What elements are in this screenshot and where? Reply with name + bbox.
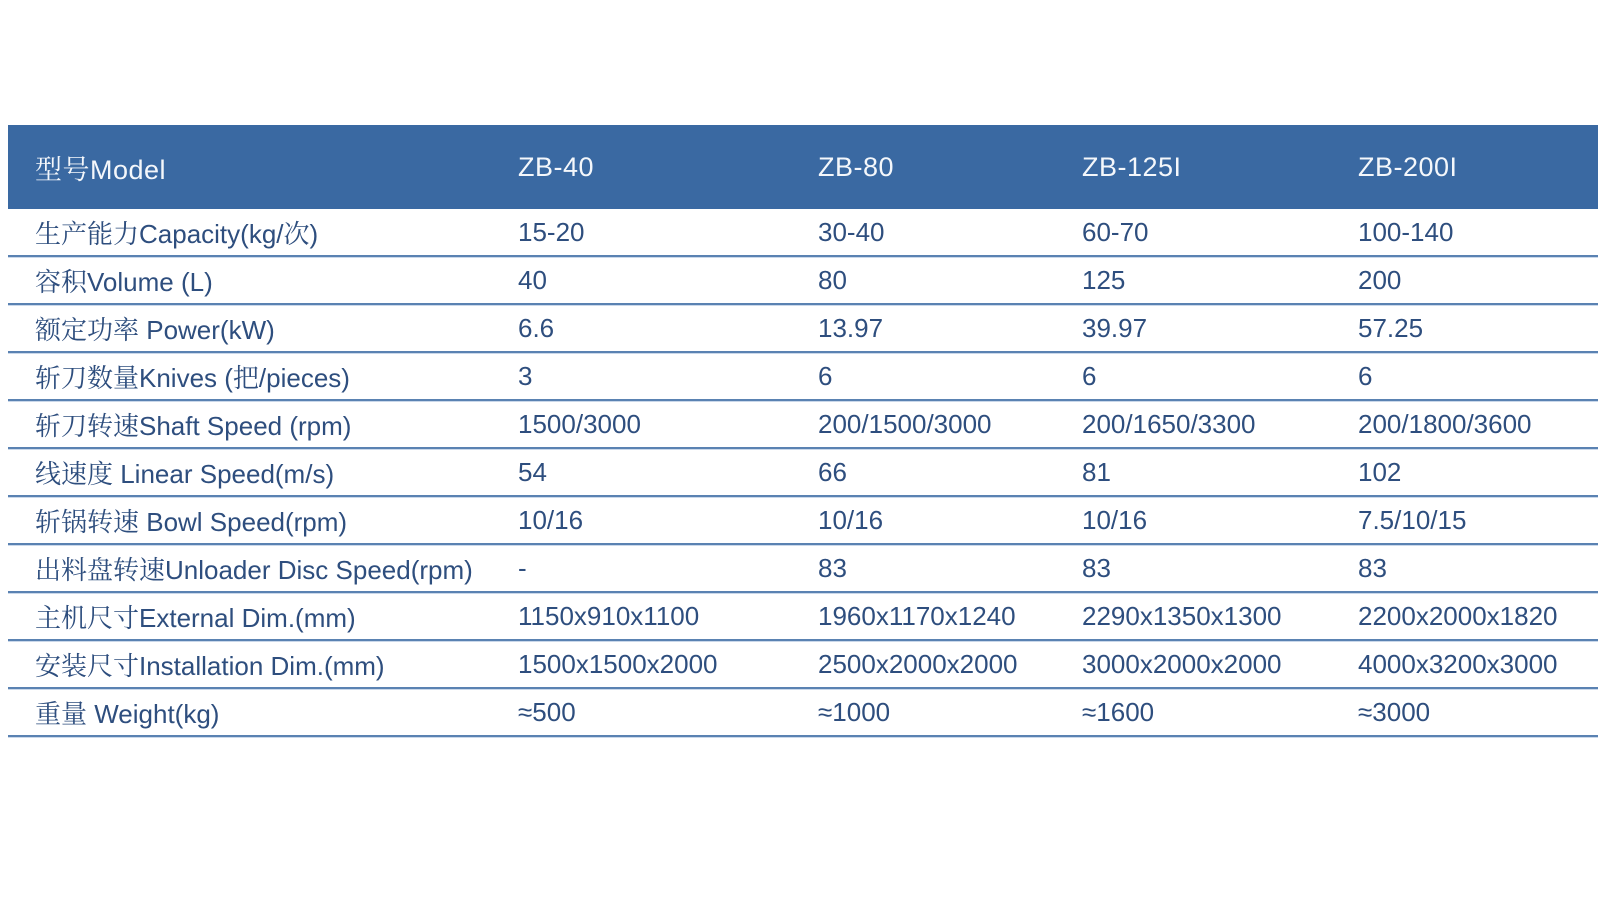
header-col-zb40: ZB-40 <box>518 151 595 182</box>
row-value-zb80: 80 <box>818 264 847 295</box>
row-value-zb200i: 2200x2000x1820 <box>1358 600 1558 631</box>
row-label: 重量 Weight(kg) <box>35 698 220 729</box>
row-label: 容积Volume (L) <box>35 266 213 297</box>
row-value-zb80: ≈1000 <box>818 696 891 727</box>
table-row <box>8 401 1598 449</box>
row-value-zb125i: 10/16 <box>1082 504 1148 535</box>
table-row <box>8 449 1598 497</box>
row-label: 额定功率 Power(kW) <box>35 314 275 345</box>
row-value-zb125i: 81 <box>1082 456 1111 487</box>
row-value-zb80: 2500x2000x2000 <box>818 648 1018 679</box>
header-col-zb125i: ZB-125I <box>1082 151 1182 182</box>
row-value-zb40: 1500x1500x2000 <box>518 648 718 679</box>
row-value-zb80: 66 <box>818 456 847 487</box>
row-value-zb40: 1150x910x1100 <box>518 600 700 631</box>
row-value-zb40: 54 <box>518 456 547 487</box>
row-value-zb125i: ≈1600 <box>1082 696 1155 727</box>
row-value-zb40: 6.6 <box>518 312 555 343</box>
table-row <box>8 593 1598 641</box>
table-row <box>8 641 1598 689</box>
row-label: 斩刀数量Knives (把/pieces) <box>35 362 350 393</box>
row-value-zb40: 15-20 <box>518 216 585 247</box>
row-label: 生产能力Capacity(kg/次) <box>35 218 319 249</box>
header-col-zb80: ZB-80 <box>818 151 895 182</box>
row-label: 斩刀转速Shaft Speed (rpm) <box>35 410 352 441</box>
row-value-zb125i: 6 <box>1082 360 1097 391</box>
table-row <box>8 353 1598 401</box>
row-value-zb80: 83 <box>818 552 847 583</box>
row-label: 安装尺寸Installation Dim.(mm) <box>35 650 385 681</box>
table-row <box>8 305 1598 353</box>
table-row <box>8 497 1598 545</box>
row-value-zb80: 200/1500/3000 <box>818 408 992 439</box>
spec-table <box>8 125 1598 737</box>
row-label: 主机尺寸External Dim.(mm) <box>35 602 356 633</box>
row-value-zb125i: 39.97 <box>1082 312 1148 343</box>
row-value-zb40: 40 <box>518 264 547 295</box>
row-value-zb200i: 6 <box>1358 360 1373 391</box>
row-value-zb80: 1960x1170x1240 <box>818 600 1016 631</box>
table-row <box>8 689 1598 737</box>
row-value-zb80: 6 <box>818 360 833 391</box>
row-value-zb125i: 83 <box>1082 552 1111 583</box>
row-value-zb200i: 83 <box>1358 552 1387 583</box>
row-value-zb125i: 60-70 <box>1082 216 1149 247</box>
row-value-zb200i: 57.25 <box>1358 312 1424 343</box>
header-model-label: 型号Model <box>35 154 167 185</box>
row-value-zb200i: 100-140 <box>1358 216 1454 247</box>
row-value-zb200i: ≈3000 <box>1358 696 1431 727</box>
row-value-zb80: 13.97 <box>818 312 884 343</box>
row-value-zb40: 10/16 <box>518 504 584 535</box>
row-label: 线速度 Linear Speed(m/s) <box>35 458 335 489</box>
row-value-zb40: 1500/3000 <box>518 408 641 439</box>
row-value-zb40: ≈500 <box>518 696 576 727</box>
table-row <box>8 545 1598 593</box>
row-value-zb40: - <box>518 552 527 583</box>
row-label: 出料盘转速Unloader Disc Speed(rpm) <box>35 554 473 585</box>
row-value-zb80: 30-40 <box>818 216 885 247</box>
row-value-zb125i: 2290x1350x1300 <box>1082 600 1282 631</box>
row-value-zb80: 10/16 <box>818 504 884 535</box>
row-value-zb200i: 4000x3200x3000 <box>1358 648 1558 679</box>
row-value-zb200i: 200/1800/3600 <box>1358 408 1532 439</box>
row-value-zb125i: 125 <box>1082 264 1126 295</box>
table-row <box>8 209 1598 257</box>
header-col-zb200i: ZB-200I <box>1358 151 1458 182</box>
row-label: 斩锅转速 Bowl Speed(rpm) <box>35 506 348 537</box>
row-value-zb40: 3 <box>518 360 533 391</box>
row-value-zb125i: 200/1650/3300 <box>1082 408 1256 439</box>
table-body <box>8 209 1598 737</box>
row-value-zb200i: 7.5/10/15 <box>1358 504 1467 535</box>
table-row <box>8 257 1598 305</box>
row-value-zb200i: 200 <box>1358 264 1402 295</box>
row-value-zb200i: 102 <box>1358 456 1402 487</box>
table-header-row <box>8 125 1598 209</box>
row-value-zb125i: 3000x2000x2000 <box>1082 648 1282 679</box>
